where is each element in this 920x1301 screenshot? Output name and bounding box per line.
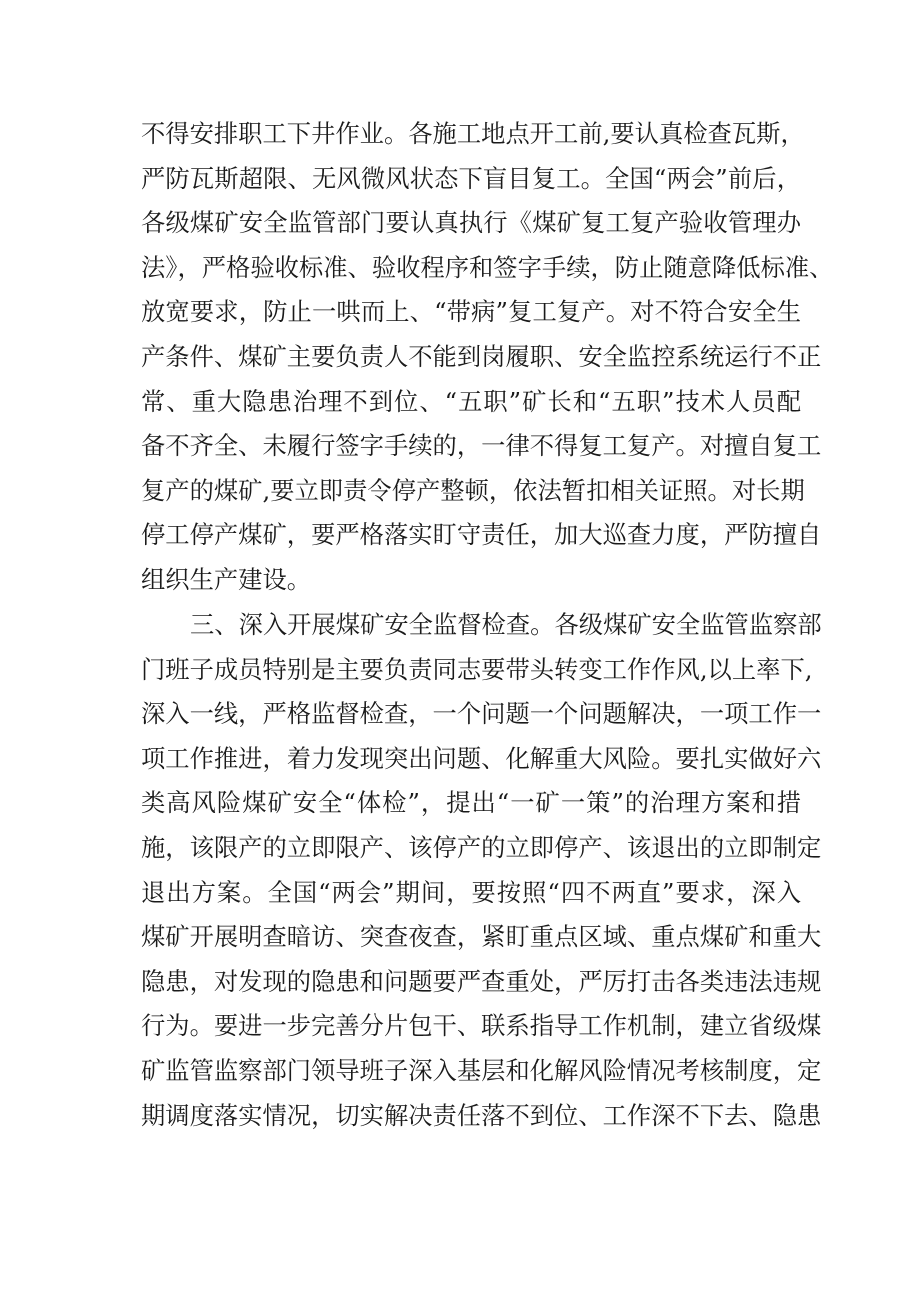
paragraph-line: 法》，严格验收标准、验收程序和签字手续，防止随意降低标准、 [141,252,834,282]
paragraph-line: 煤矿开展明查暗访、突查夜查，紧盯重点区域、重点煤矿和重大 [141,922,822,952]
paragraph-line: 矿监管监察部门领导班子深入基层和化解风险情况考核制度，定 [141,1055,822,1085]
paragraph-1 [141,112,834,603]
paragraph-line: 常、重大隐患治理不到位、“五职”矿长和“五职”技术人员配 [141,386,801,416]
paragraph-line: 不得安排职工下井作业。各施工地点开工前,要认真检查瓦斯， [141,119,805,148]
paragraph-line: 类高风险煤矿安全“体检”，提出“一矿一策”的治理方案和措 [141,788,801,818]
paragraph-line: 放宽要求，防止一哄而上、“带病”复工复产。对不符合安全生 [141,297,801,327]
paragraph-line: 退出方案。全国“两会”期间，要按照“四不两直”要求，深入 [141,877,801,907]
paragraph-line: 三、深入开展煤矿安全监督检查。各级煤矿安全监管监察部 [190,610,822,639]
paragraph-line: 施，该限产的立即限产、该停产的立即停产、该退出的立即制定 [141,832,822,862]
paragraph-line: 各级煤矿安全监管部门要认真执行《煤矿复工复产验收管理办 [141,208,801,238]
paragraph-line: 期调度落实情况，切实解决责任落不到位、工作深不下去、隐患 [141,1100,822,1130]
paragraph-line: 复产的煤矿,要立即责令停产整顿，依法暂扣相关证照。对长期 [141,475,805,505]
paragraph-line: 深入一线，严格监督检查，一个问题一个问题解决，一项工作一 [141,699,822,729]
paragraph-line: 隐患，对发现的隐患和问题要严查重处，严厉打击各类违法违规 [141,966,822,996]
paragraph-2 [141,603,822,1138]
paragraph-line: 停工停产煤矿，要严格落实盯守责任，加大巡查力度，严防擅自 [141,520,822,550]
paragraph-line: 产条件、煤矿主要负责人不能到岗履职、安全监控系统运行不正 [141,341,822,371]
paragraph-line: 行为。要进一步完善分片包干、联系指导工作机制，建立省级煤 [141,1011,822,1041]
paragraph-line: 门班子成员特别是主要负责同志要带头转变工作作风,以上率下, [141,654,813,684]
paragraph-line: 项工作推进，着力发现突出问题、化解重大风险。要扎实做好六 [141,743,822,773]
paragraph-line: 备不齐全、未履行签字手续的，一律不得复工复产。对擅自复工 [141,431,822,461]
paragraph-line: 组织生产建设。 [141,564,312,594]
paragraph-line: 严防瓦斯超限、无风微风状态下盲目复工。全国“两会”前后， [141,163,801,193]
